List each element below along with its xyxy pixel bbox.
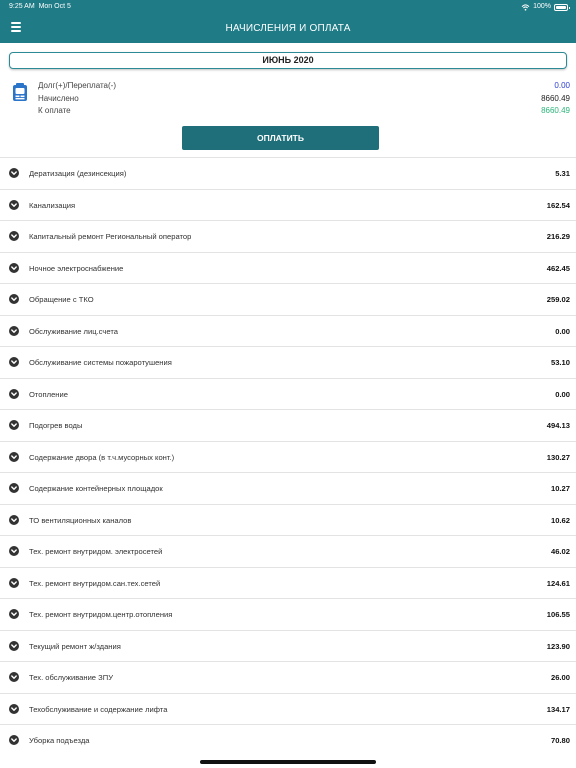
item-label: Обслуживание лиц.счета xyxy=(29,326,118,336)
list-item[interactable] xyxy=(0,661,576,693)
item-label: Обслуживание системы пожаротушения xyxy=(29,358,172,367)
item-amount: 134.17 xyxy=(546,704,570,714)
list-item[interactable] xyxy=(0,220,576,252)
document-icon xyxy=(12,82,28,102)
list-item[interactable] xyxy=(0,346,576,378)
list-item[interactable] xyxy=(0,567,576,599)
item-amount: 130.27 xyxy=(546,452,570,462)
item-amount: 10.62 xyxy=(550,515,570,525)
period-selector[interactable]: ИЮНЬ 2020 xyxy=(9,52,567,69)
item-label: Тех. обслуживание ЗПУ xyxy=(29,673,114,682)
item-amount: 0.00 xyxy=(555,389,570,399)
charged-label: Начислено xyxy=(38,94,79,103)
item-amount: 0.00 xyxy=(555,326,570,336)
list-item[interactable] xyxy=(0,693,576,725)
list-item[interactable] xyxy=(0,630,576,662)
list-item[interactable] xyxy=(0,157,576,189)
list-item[interactable] xyxy=(0,409,576,441)
item-label: Содержание двора (в т.ч.мусорных конт.) xyxy=(29,452,175,462)
list-item[interactable] xyxy=(0,378,576,410)
status-time-date xyxy=(9,0,71,14)
item-amount: 10.27 xyxy=(550,484,570,493)
list-item[interactable] xyxy=(0,252,576,284)
status-date: Mon Oct 5 xyxy=(38,3,71,10)
status-time: 9:25 AM xyxy=(9,3,35,10)
chevron-down-icon xyxy=(9,357,19,367)
item-label: Капитальный ремонт Региональный оператор xyxy=(29,232,192,241)
chevron-down-icon xyxy=(9,578,19,588)
list-item[interactable] xyxy=(0,189,576,221)
item-label: Канализация xyxy=(29,200,76,210)
debt-label: Долг(+)/Переплата(-) xyxy=(38,81,116,90)
pay-button[interactable]: ОПЛАТИТЬ xyxy=(182,126,379,150)
item-label: Уборка подъезда xyxy=(29,736,90,745)
debt-value: 0.00 xyxy=(554,81,570,90)
item-label: Тех. ремонт внутридом.сан.тех.сетей xyxy=(29,578,161,588)
chevron-down-icon xyxy=(9,641,19,651)
nav-bar xyxy=(0,14,576,43)
list-item[interactable] xyxy=(0,441,576,473)
debt-row xyxy=(38,80,570,92)
chevron-down-icon xyxy=(9,294,19,304)
list-item[interactable] xyxy=(0,535,576,567)
item-amount: 259.02 xyxy=(546,295,570,304)
chevron-down-icon xyxy=(9,452,19,462)
chevron-down-icon xyxy=(9,483,19,493)
chevron-down-icon xyxy=(9,672,19,682)
chevron-down-icon xyxy=(9,200,19,210)
list-item[interactable] xyxy=(0,472,576,504)
wifi-icon xyxy=(521,4,530,11)
topay-row xyxy=(38,105,570,117)
item-amount: 462.45 xyxy=(546,263,570,273)
charged-value: 8660.49 xyxy=(541,94,570,103)
chevron-down-icon xyxy=(9,515,19,525)
battery-icon xyxy=(554,4,568,11)
home-indicator[interactable] xyxy=(200,760,376,764)
list-item[interactable] xyxy=(0,598,576,630)
item-amount: 26.00 xyxy=(550,673,570,682)
page-title: НАЧИСЛЕНИЯ И ОПЛАТА xyxy=(225,23,351,34)
item-label: Дератизация (дезинсекция) xyxy=(29,169,127,178)
topay-label: К оплате xyxy=(38,106,71,115)
charged-row xyxy=(38,93,570,105)
item-amount: 123.90 xyxy=(546,641,570,651)
item-amount: 5.31 xyxy=(555,169,570,178)
chevron-down-icon xyxy=(9,609,19,619)
item-label: Техобслуживание и содержание лифта xyxy=(29,704,168,714)
status-bar xyxy=(0,0,576,14)
chevron-down-icon xyxy=(9,735,19,745)
charges-list xyxy=(0,157,576,756)
list-item[interactable] xyxy=(0,315,576,347)
chevron-down-icon xyxy=(9,704,19,714)
item-label: Ночное электроснабжение xyxy=(29,263,124,273)
battery-percent: 100% xyxy=(533,3,551,10)
item-label: Тех. ремонт внутридом.центр.отопления xyxy=(29,610,173,619)
item-label: Тех. ремонт внутридом. электросетей xyxy=(29,547,163,556)
item-label: Подогрев воды xyxy=(29,421,83,430)
item-label: ТО вентиляционных каналов xyxy=(29,515,132,525)
chevron-down-icon xyxy=(9,231,19,241)
topay-value: 8660.49 xyxy=(541,106,570,115)
item-amount: 46.02 xyxy=(550,547,570,556)
item-label: Обращение с ТКО xyxy=(29,295,94,304)
item-amount: 494.13 xyxy=(546,421,570,430)
item-amount: 53.10 xyxy=(550,358,570,367)
list-item[interactable] xyxy=(0,724,576,756)
chevron-down-icon xyxy=(9,168,19,178)
chevron-down-icon xyxy=(9,263,19,273)
list-item[interactable] xyxy=(0,283,576,315)
balance-summary xyxy=(9,80,570,118)
item-amount: 216.29 xyxy=(546,232,570,241)
item-label: Отопление xyxy=(29,389,68,399)
chevron-down-icon xyxy=(9,546,19,556)
chevron-down-icon xyxy=(9,389,19,399)
item-label: Содержание контейнерных площадок xyxy=(29,484,163,493)
list-item[interactable] xyxy=(0,504,576,536)
item-amount: 70.80 xyxy=(550,736,570,745)
chevron-down-icon xyxy=(9,420,19,430)
chevron-down-icon xyxy=(9,326,19,336)
item-amount: 162.54 xyxy=(546,200,570,210)
item-amount: 106.55 xyxy=(546,610,570,619)
item-label: Текущий ремонт ж/здания xyxy=(29,641,121,651)
item-amount: 124.61 xyxy=(546,578,570,588)
